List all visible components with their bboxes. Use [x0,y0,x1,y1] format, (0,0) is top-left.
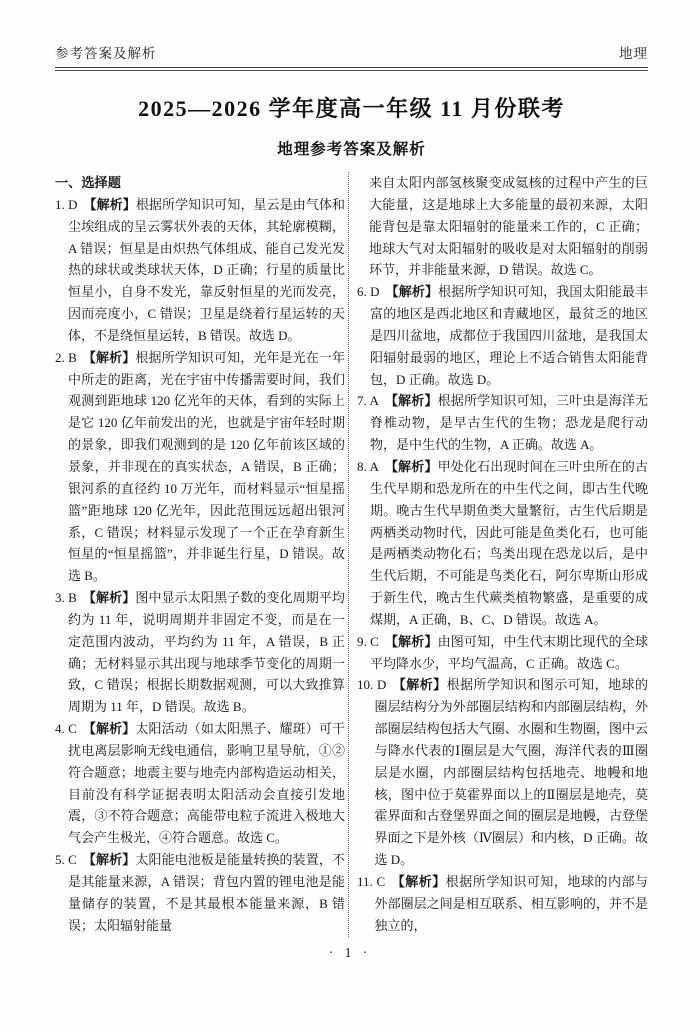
running-head-right: 地理 [619,46,648,61]
analysis-tag: 【解析】 [83,196,136,212]
answer-text: 太阳能电池板是能量转换的装置，不是其能量来源，A 错误；背包内置的锂电池是能量储存的装置，不是其最根本能量来源，B 错误；太阳辐射能量 [68,852,345,933]
answer-item-1 [55,194,345,347]
two-column-body [55,172,648,937]
analysis-tag: 【解析】 [384,458,438,474]
answer-number: 7. A [357,393,379,409]
answer-item-7 [357,390,648,456]
answer-text: 根据所学知识可知，三叶虫是海洋无脊椎动物，是早古生代的生物；恐龙是爬行动物，是中生代的生物，A 正确。故选 A。 [370,393,648,453]
answer-text: 甲处化石出现时间在三叶虫所在的古生代早期和恐龙所在的中生代之间，即古生代晚期。晚古生代早期鱼类大量繁衍，古生代后期是两栖类动物时代，因此可能是鱼类化石，也可能是两栖类动物化石；鸟类出现在恐龙以后，是中生代后期，不可能是鸟类化石，阿尔卑斯山形成于新生代，晚古生代蕨类植物繁盛，是重要的成煤期，A 正确，B、C、D 错误。故选 A。 [370,458,648,627]
answer-text: 根据所学知识可知，光年是光在一年中所走的距离，光在宇宙中传播需要时间，我们观测到距地球 120 亿光年的天体，看到的实际上是它 120 亿年前发出的光，也就是宇宙年轻时期的景象，即我们观测到的是 120 亿年前该区域的景象，并非现在的真实状态，A 错误，B 正确；银河系的直径约 10 万光年，而材料显示“恒星摇篮”距地球 120 亿光年，因此范围远远超出银河系，C 错误；材料显示发现了一个正在孕育新生恒星的“恒星摇篮”，并非诞生行星，D 错误。故选 B。 [68,349,345,584]
answer-item-2 [55,347,345,587]
page-subtitle: 地理参考答案及解析 [277,141,426,158]
answer-number: 10. D [357,677,387,693]
answer-item-9 [357,631,648,675]
analysis-tag: 【解析】 [82,721,136,737]
answer-number: 11. C [357,874,386,889]
answer-item-4 [55,718,345,849]
answer-number: 1. D [55,196,78,212]
answer-text: 太阳活动（如太阳黑子、耀斑）可干扰电离层影响无线电通信，影响卫星导航，①②符合题意；地震主要与地壳内部构造运动相关，目前没有科学证据表明太阳活动会直接引发地震，③不符合题意；高能带电粒子流进入极地大气会产生极光，④符合题意。故选 C。 [68,721,345,846]
left-column [55,172,345,937]
column-divider [348,172,349,937]
answer-item-6 [357,281,648,390]
page-number: · 1 · [328,945,372,960]
answer-number: 3. B [55,590,77,606]
running-head [55,42,648,62]
answer-text: 根据所学知识可知，地球的内部与外部圈层之间是相互联系、相互影响的，并不是独立的， [374,874,648,933]
answer-number: 5. C [55,852,77,868]
answer-item-5 [55,849,345,936]
analysis-tag: 【解析】 [384,393,438,409]
analysis-tag: 【解析】 [82,852,136,868]
answer-item-8 [357,456,648,631]
section-heading: 一、选择题 [55,175,121,190]
analysis-tag: 【解析】 [82,590,136,606]
document-page [0,42,700,937]
answer-text: 根据所学知识可知，星云是由气体和尘埃组成的呈云雾状外表的天体，其轮廓模糊，A 错误；恒星是由炽热气体组成、能自己发光发热的球状或类球状天体，D 正确；行星的质量比恒星小，自身不发光，靠反射恒星的光而发亮，因而亮度小，C 错误；卫星是绕着行星运转的天体，不是绕恒星运转，B 错误。故选 D。 [68,196,345,343]
answer-item-5-continuation: 来自太阳内部氢核聚变成氦核的过程中产生的巨大能量，这是地球上大多能量的最初来源，太阳能背包是靠太阳辐射的能量来工作的，C 正确；地球大气对太阳辐射的吸收是对太阳辐射的削弱环节，并非能量来源，D 错误。故选 C。 [369,175,648,278]
answer-number: 4. C [55,721,77,737]
right-column [357,172,648,937]
answer-text: 图中显示太阳黑子数的变化周期平均约为 11 年，说明周期并非固定不变，而是在一定范围内波动，平均约为 11 年，A 错误，B 正确；无材料显示其出现与地球季节变化的周期一致，C 错误；根据长期数据观测，可以大致推算周期为 11 年，D 错误。故选 B。 [68,590,345,715]
answer-item-10 [357,674,648,871]
analysis-tag: 【解析】 [391,874,446,889]
answer-number: 2. B [55,349,77,365]
header-double-rule [55,67,648,71]
answer-number: 6. D [357,284,380,300]
analysis-tag: 【解析】 [82,349,136,365]
answer-text: 根据所学知识可知，我国太阳能最丰富的地区是西北地区和青藏地区，最贫乏的地区是四川盆地，成都位于我国四川盆地，是我国太阳辐射最弱的地区，理论上不适合销售太阳能背包，D 正确。故选 D。 [370,284,648,387]
analysis-tag: 【解析】 [384,633,438,649]
analysis-tag: 【解析】 [385,284,439,300]
answer-item-11 [357,871,648,937]
answer-text: 根据所学知识和图示可知，地球的圈层结构分为外部圈层结构和内部圈层结构，外部圈层结构包括大气圈、水圈和生物圈，图中云与降水代表的Ⅰ圈层是大气圈，海洋代表的Ⅲ圈层是水圈，内部圈层结构包括地壳、地幔和地核，图中位于莫霍界面以上的Ⅱ圈层是地壳，莫霍界面和古登堡界面之间的圈层是地幔，古登堡界面之下是外核（Ⅳ圈层）和内核，D 正确。故选 D。 [374,677,648,868]
page-title: 2025—2026 学年度高一年级 11 月份联考 [138,96,565,121]
running-head-left: 参考答案及解析 [55,46,157,61]
analysis-tag: 【解析】 [392,677,447,693]
answer-number: 8. A [357,458,379,474]
answer-number: 9. C [357,633,379,649]
answer-text: 由图可知，中生代末期比现代的全球平均降水少，平均气温高，C 正确。故选 C。 [370,633,648,671]
answer-item-3 [55,587,345,718]
